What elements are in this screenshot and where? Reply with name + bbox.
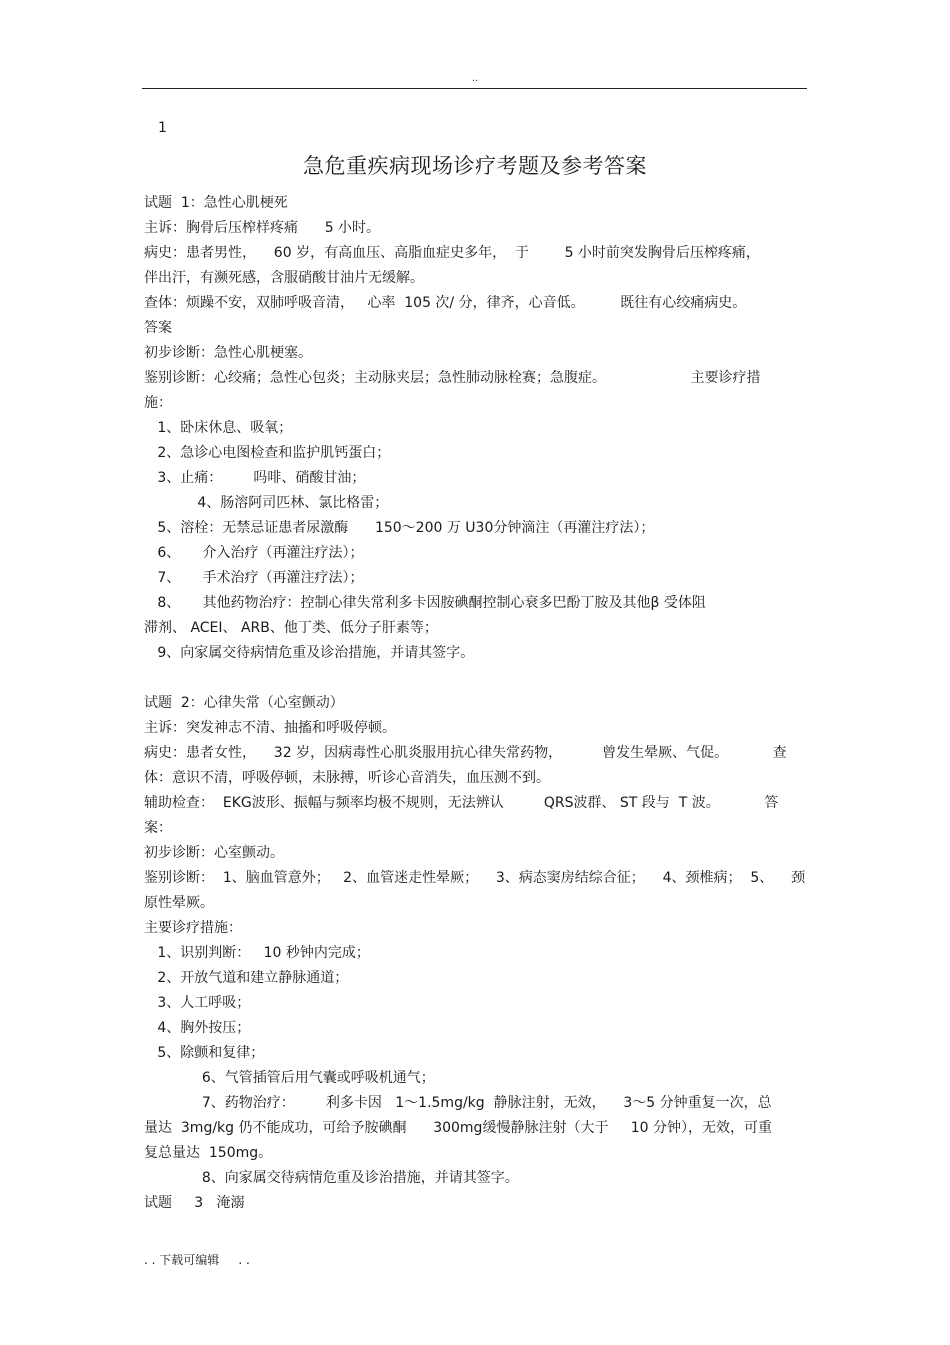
text-line: 1、卧床休息、吸氧； <box>144 420 293 436</box>
header-mark: .. <box>471 73 479 84</box>
text-line: 试题 2：心律失常（心室颤动） <box>144 695 344 711</box>
text-line: 初步诊断：心室颤动。 <box>144 845 284 861</box>
text-line: 9、向家属交待病情危重及诊治措施，并请其签字。 <box>144 645 475 661</box>
text-line: 伴出汗，有濒死感，含服硝酸甘油片无缓解。 <box>144 270 424 286</box>
text-line: 鉴别诊断：心绞痛；急性心包炎；主动脉夹层；急性肺动脉栓赛；急腹症。 主要诊疗措 <box>144 370 761 386</box>
text-line: 4、胸外按压； <box>144 1020 251 1036</box>
text-line: 答案 <box>144 320 172 336</box>
text-line: 辅助检查： EKG波形、振幅与频率均极不规则，无法辨认 QRS波群、 ST 段与 T 波。 答 <box>144 795 779 811</box>
text-line: 鉴别诊断： 1、脑血管意外； 2、血管迷走性晕厥； 3、病态窦房结综合征； 4、颈椎病； 5、 颈 <box>144 870 806 886</box>
text-line: 体：意识不清，呼吸停顿，未脉搏，听诊心音消失，血压测不到。 <box>144 770 550 786</box>
text-line: 1、识别判断： 10 秒钟内完成； <box>144 945 370 961</box>
text-line: 案： <box>144 820 172 836</box>
page-footer: . . 下载可编辑 . . <box>144 1253 250 1267</box>
text-line: 2、急诊心电图检查和监护肌钙蛋白； <box>144 445 391 461</box>
text-line: 初步诊断：急性心肌梗塞。 <box>144 345 312 361</box>
text-line: 4、肠溶阿司匹林、氯比格雷； <box>144 495 389 511</box>
text-line: 3、止痛： 吗啡、硝酸甘油； <box>144 470 366 486</box>
text-line: 病史：患者女性， 32 岁，因病毒性心肌炎服用抗心律失常药物， 曾发生晕厥、气促。 查 <box>144 745 787 761</box>
text-line: 主诉：胸骨后压榨样疼痛 5 小时。 <box>144 220 381 236</box>
text-line: 主要诊疗措施： <box>144 920 242 936</box>
text-line: 病史：患者男性， 60 岁，有高血压、高脂血症史多年， 于 5 小时前突发胸骨后压榨疼痛， <box>144 245 760 261</box>
text-line: 原性晕厥。 <box>144 895 214 911</box>
text-line: 滞剂、 ACEI、 ARB、他丁类、低分子肝素等； <box>144 620 438 636</box>
text-line: 施： <box>144 395 172 411</box>
text-line: 5、溶栓：无禁忌证患者尿激酶 150～200 万 U30分钟滴注（再灌注疗法）； <box>144 520 655 536</box>
text-line: 复总量达 150mg。 <box>144 1145 273 1161</box>
text-line: 6、 介入治疗（再灌注疗法）； <box>144 545 364 561</box>
text-line: 3、人工呼吸； <box>144 995 251 1011</box>
text-line: 5、除颤和复律； <box>144 1045 265 1061</box>
document-title: 急危重疾病现场诊疗考题及参考答案 <box>303 154 647 178</box>
text-line: 8、向家属交待病情危重及诊治措施，并请其签字。 <box>144 1170 519 1186</box>
text-line: 试题 3 淹溺 <box>144 1195 245 1211</box>
text-line: 7、 手术治疗（再灌注疗法）； <box>144 570 364 586</box>
text-line: 试题 1：急性心肌梗死 <box>144 195 288 211</box>
text-line: 6、气管插管后用气囊或呼吸机通气； <box>144 1070 435 1086</box>
text-line: 量达 3mg/kg 仍不能成功，可给予胺碘酮 300mg缓慢静脉注射（大于 10 分钟），无效，可重 <box>144 1120 772 1136</box>
text-line: 查体：烦躁不安，双肺呼吸音清， 心率 105 次/ 分，律齐，心音低。 既往有心绞痛病史。 <box>144 295 747 311</box>
page-number: 1 <box>158 120 167 136</box>
text-line: 8、 其他药物治疗：控制心律失常利多卡因胺碘酮控制心衰多巴酚丁胺及其他β 受体阻 <box>144 595 706 611</box>
text-line: 7、药物治疗： 利多卡因 1～1.5mg/kg 静脉注射，无效， 3～5 分钟重复一次，总 <box>144 1095 772 1111</box>
text-line: 主诉：突发神志不清、抽搐和呼吸停顿。 <box>144 720 396 736</box>
header-rule <box>142 88 807 89</box>
text-line: 2、开放气道和建立静脉通道； <box>144 970 349 986</box>
